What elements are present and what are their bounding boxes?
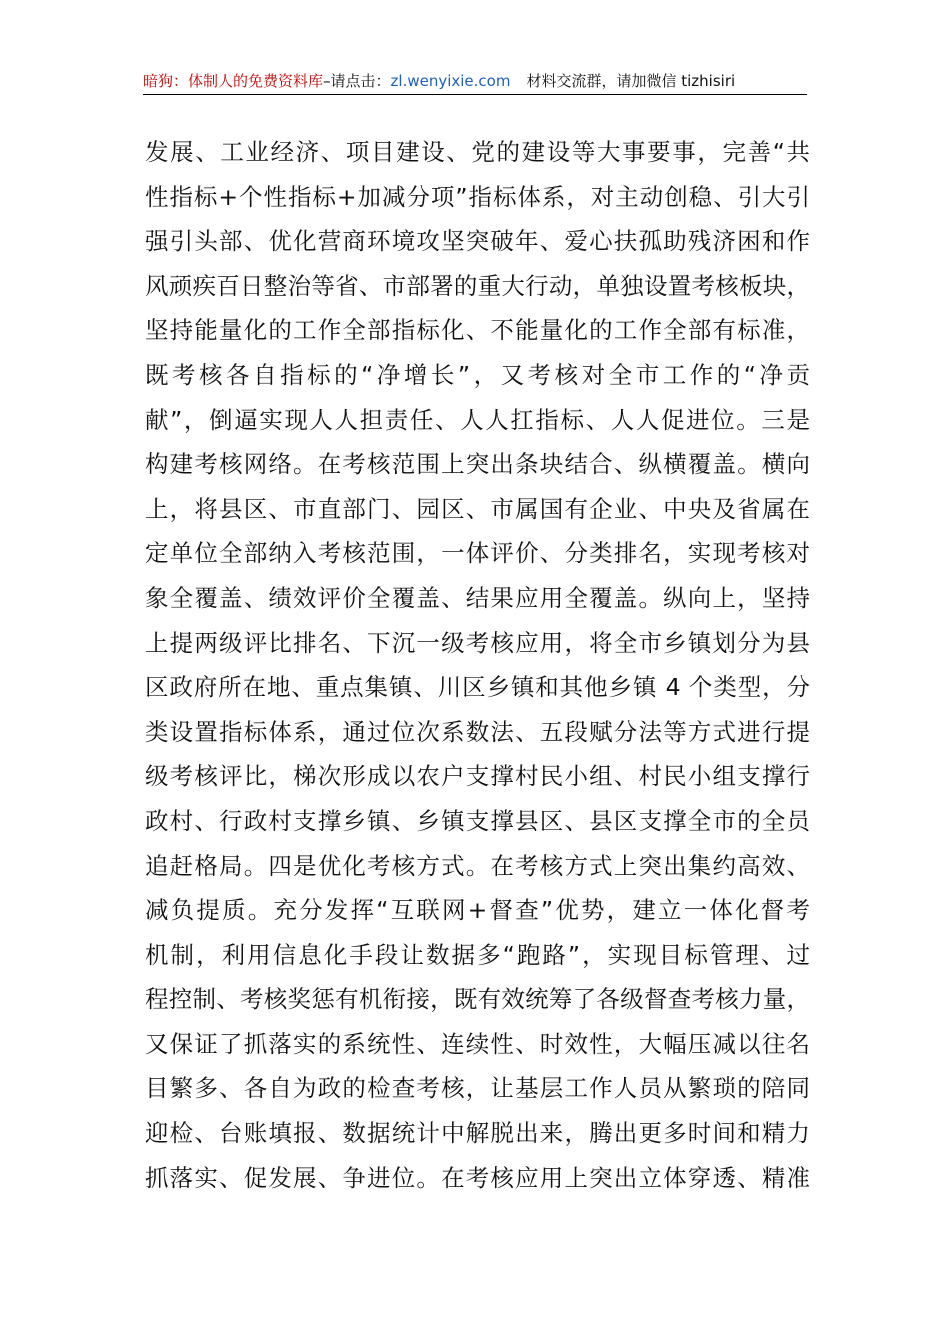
text-line: 政村、行政村支撑乡镇、乡镇支撑县区、县区支撑全市的全员	[145, 806, 810, 835]
text-line: 献”，倒逼实现人人担责任、人人扛指标、人人促进位。三是	[145, 405, 810, 434]
text-line: 构建考核网络。在考核范围上突出条块结合、纵横覆盖。横向	[145, 450, 810, 479]
page-header	[143, 70, 807, 95]
text-line: 上提两级评比排名、下沉一级考核应用，将全市乡镇划分为县	[145, 628, 810, 657]
text-line: 既考核各自指标的“净增长”，又考核对全市工作的“净贡	[145, 360, 810, 389]
text-line: 减负提质。充分发挥“互联网+督查”优势，建立一体化督考	[145, 896, 810, 925]
text-line: 性指标+个性指标+加减分项”指标体系，对主动创稳、引大引	[145, 182, 810, 211]
header-brand: 暗狗：体制人的免费资料库	[143, 72, 324, 90]
text-line: 又保证了抓落实的系统性、连续性、时效性，大幅压减以往名	[145, 1029, 810, 1058]
body-text	[145, 130, 810, 1200]
text-line: 目繁多、各自为政的检查考核，让基层工作人员从繁琐的陪同	[145, 1074, 810, 1103]
text-line: 区政府所在地、重点集镇、川区乡镇和其他乡镇 4 个类型，分	[145, 673, 810, 702]
text-line: 类设置指标体系，通过位次系数法、五段赋分法等方式进行提	[145, 717, 810, 746]
text-line: 坚持能量化的工作全部指标化、不能量化的工作全部有标准，	[145, 316, 810, 345]
header-prompt: –请点击：	[323, 72, 391, 90]
text-line: 抓落实、促发展、争进位。在考核应用上突出立体穿透、精准	[145, 1163, 810, 1192]
text-line: 级考核评比，梯次形成以农户支撑村民小组、村民小组支撑行	[145, 762, 810, 791]
text-line: 强引头部、优化营商环境攻坚突破年、爱心扶孤助残济困和作	[145, 227, 810, 256]
text-line: 上，将县区、市直部门、园区、市属国有企业、中央及省属在	[145, 494, 810, 523]
text-line: 定单位全部纳入考核范围，一体评价、分类排名，实现考核对	[145, 539, 810, 568]
header-url-link[interactable]: zl.wenyixie.com	[390, 72, 511, 90]
text-line: 追赶格局。四是优化考核方式。在考核方式上突出集约高效、	[145, 851, 810, 880]
text-line: 发展、工业经济、项目建设、党的建设等大事要事，完善“共	[145, 138, 810, 166]
text-line: 迎检、台账填报、数据统计中解脱出来，腾出更多时间和精力	[145, 1119, 810, 1148]
text-line: 象全覆盖、绩效评价全覆盖、结果应用全覆盖。纵向上，坚持	[145, 583, 810, 612]
text-line: 程控制、考核奖惩有机衔接，既有效统筹了各级督查考核力量，	[145, 985, 810, 1014]
text-line: 机制，利用信息化手段让数据多“跑路”，实现目标管理、过	[145, 940, 810, 969]
header-group-note: 材料交流群，请加微信 tizhisiri	[526, 72, 736, 90]
text-line: 风顽疾百日整治等省、市部署的重大行动，单独设置考核板块，	[145, 271, 810, 300]
